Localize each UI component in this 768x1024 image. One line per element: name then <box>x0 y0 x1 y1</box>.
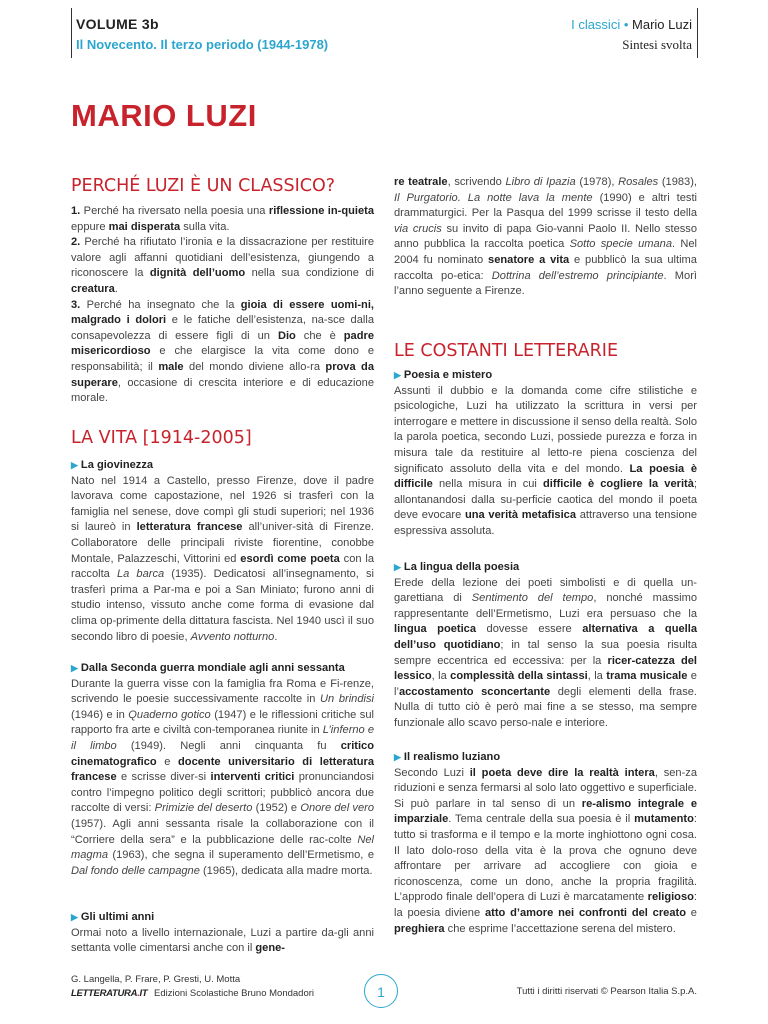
footer-authors: G. Langella, P. Frare, P. Gresti, U. Motta <box>71 974 241 985</box>
subtitle-label: Sintesi svolta <box>622 37 692 52</box>
arrow-icon: ▶ <box>71 663 78 673</box>
publisher-logo: LETTERATURA.IT <box>71 988 148 999</box>
section-heading-vita: LA VITA [1914-2005] <box>71 428 252 448</box>
guerra-text: ▶ Dalla Seconda guerra mondiale agli anni sessanta Durante la guerra visse con la famiglia fra Roma e Fi-renze, scrivendo le poesie successivamente raccolte in Un brindisi (1946) e in Quaderno gotico (1947) e le riflessioni critiche sul rapporto fra arte e civiltà con-temporanea riunite in L’inferno e il limbo (1949). Negli anni cinquanta fu critico cinematografico e docente universitario di letteratura francese e scrisse diver-si interventi critici pronunciandosi contro l’impegno politico degli scrittori; pubblicò ancora due raccolte di versi: Primizie del deserto (1952) e Onore del vero (1957). Agli anni sessanta risale la collaborazione con il “Corriere della sera” e la pubblicazione delle rac-colte Nel magma (1963), che segna il superamento dell’Ermetismo, e Dal fondo delle campagne (1965), dedicata alla madre morta. <box>71 662 375 877</box>
subhead-ultimi: ▶ Gli ultimi anni <box>71 911 155 923</box>
arrow-icon: ▶ <box>394 370 401 380</box>
subhead-giovinezza: ▶ La giovinezza <box>71 459 154 471</box>
page-number: 1 <box>364 974 398 1008</box>
section-author-label <box>571 17 692 32</box>
giovinezza-text: ▶ La giovinezza Nato nel 1914 a Castello, presso Firenze, dove il padre lavorava come capostazione, nel 1926 si trasferì con la famiglia nel senese, dove compì gli studi superiori; nel 1936 si laureò in letteratura francese all’univer-sità di Firenze. Collaboratore delle principali riviste fiorentine, conobbe Montale, Palazzeschi, Vittorini ed esordì come poeta con la raccolta La barca (1935). Dedicatosi all’insegnamento, si trasferì prima a Par-ma e poi a San Miniato; furono anni di studio intenso, vissuto anche come forma di evasione dal clima op-primente della dittatura fascista. Nel 1940 uscì il suo secondo libro di poesie, Avvento notturno. <box>71 459 374 643</box>
subhead-lingua: ▶ La lingua della poesia <box>394 561 520 573</box>
ultimi-text-cont: re teatrale, scrivendo Libro di Ipazia (1978), Rosales (1983), Il Purgatorio. La notte lava la mente (1990) e altri testi drammaturgici. Per la Pasqua del 1999 scrisse il testo della via crucis su invito di papa Gio-vanni Paolo II. Nello stesso anno pubblica la raccolta poetica Sotto specie umana. Nel 2004 fu nominato senatore a vita e pubblicò la sua ultima raccolta po-etica: Dottrina dell’estremo principiante. Morì l’anno seguente a Firenze. <box>394 176 697 298</box>
subhead-poesia: ▶ Poesia e mistero <box>394 369 493 381</box>
section-label: I classici <box>571 17 621 32</box>
arrow-icon: ▶ <box>394 562 401 572</box>
header-rule-left <box>71 8 72 58</box>
header-bullet: • <box>623 17 629 32</box>
page-title: MARIO LUZI <box>71 98 257 133</box>
footer-publisher <box>71 988 314 999</box>
poesia-text: ▶ Poesia e mistero Assunti il dubbio e la domanda come cifre stilistiche e psicologiche, Luzi ha utilizzato la scrittura in versi per interrogare e mettere in discussione il senso della realtà. Solo la parola poetica, secondo Luzi, possiede purezza e forza in misura tale da restituire al letto-re piena coscienza del significato assoluto della vita e del mondo. La poesia è difficile nella misura in cui difficile è cogliere la verità; allontanandosi dalla su-perficie caotica del mondo il poeta deve evocare una verità metafisica attraverso una tensione espressiva assoluta. <box>394 369 698 537</box>
subhead-guerra: ▶ Dalla Seconda guerra mondiale agli anni sessanta <box>71 662 345 674</box>
realismo-text: ▶ Il realismo luziano Secondo Luzi il poeta deve dire la realtà intera, sen-za riduzioni e senza fermarsi al solo lato oggettivo e superficiale. Si può parlare in tal senso di un re-alismo integrale e imparziale. Tema centrale della sua poesia è il mutamento: tutto si trasforma e il tempo e la morte inghiottono ogni cosa. Il lato dolo-roso della vita è la prova che ognuno deve affrontare per arrivare ad accogliere con gioia e riconoscenza, come un dono, anche la propria fragilità. L’approdo finale dell’opera di Luzi è marcatamente religioso: la poesia diviene atto d’amore nei confronti del creato e preghiera che esprime l’accettazione serena del mistero. <box>394 751 698 935</box>
arrow-icon: ▶ <box>394 752 401 762</box>
perche-text: 1. Perché ha riversato nella poesia una riflessione in-quieta eppure mai disperata sulla vita. 2. Perché ha rifiutato l’ironia e la dissacrazione per restituire valore agli affanni quotidiani dell’esistenza, giungendo a riconoscere la dignità dell’uomo nella sua condizione di creatura. 3. Perché ha insegnato che la gioia di essere uomi-ni, malgrado i dolori e le fatiche dell’esistenza, na-sce dalla consapevolezza di essere figli di un Dio che è padre misericordioso e che elargisce la vita come dono e responsabilità; il male del mondo diviene allo-ra prova da superare, occasione di crescita interiore e di educazione morale. <box>71 205 375 405</box>
footer-rights: Tutti i diritti riservati © Pearson Italia S.p.A. <box>516 986 697 997</box>
arrow-icon: ▶ <box>71 912 78 922</box>
volume-label: VOLUME 3b <box>76 16 159 32</box>
section-heading-perche: PERCHÉ LUZI È UN CLASSICO? <box>71 176 336 196</box>
author-label: Mario Luzi <box>632 17 692 32</box>
arrow-icon: ▶ <box>71 460 78 470</box>
period-label: Il Novecento. Il terzo periodo (1944-1978) <box>76 37 329 52</box>
lingua-text: ▶ La lingua della poesia Erede della lezione dei poeti simbolisti e di quella un-garettiana di Sentimento del tempo, nonché massimo rappresentante dell’Ermetismo, Luzi era persuaso che la lingua poetica dovesse essere alternativa a quella dell’uso quotidiano; in tal senso la sua poesia risulta sempre eccentrica ed eccessiva: per la ricer-catezza del lessico, la complessità della sintassi, la trama musicale e l’accostamento sconcertante degli elementi della frase. Nulla di tutto ciò è però mai fine a se stesso, ma sempre funzionale allo scavo perso-nale e interiore. <box>394 561 697 729</box>
section-heading-costanti: LE COSTANTI LETTERARIE <box>394 341 619 361</box>
subhead-realismo: ▶ Il realismo luziano <box>394 751 501 763</box>
ultimi-text: ▶ Gli ultimi anni Ormai noto a livello internazionale, Luzi a partire da-gli anni settanta volle cimentarsi anche con il gene- <box>71 911 374 955</box>
header-rule-right <box>697 8 698 58</box>
publisher-name: Edizioni Scolastiche Bruno Mondadori <box>154 988 315 999</box>
